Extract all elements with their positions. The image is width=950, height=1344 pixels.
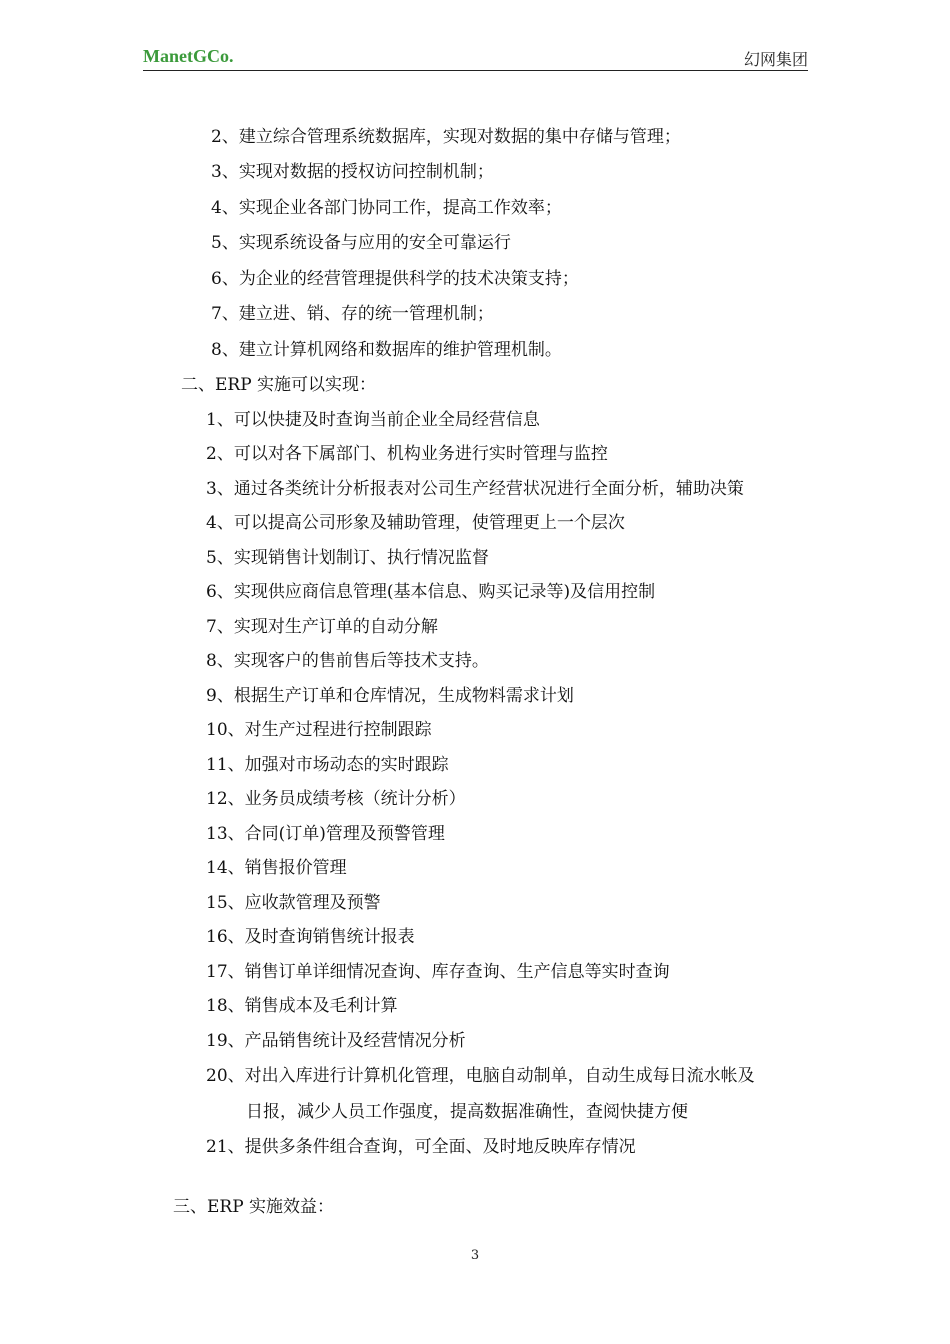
list-item: 8、实现客户的售前售后等技术支持。 [206,651,489,671]
list-item: 13、合同(订单)管理及预警管理 [206,824,445,844]
list-item: 7、实现对生产订单的自动分解 [206,617,438,637]
list-item: 21、提供多条件组合查询，可全面、及时地反映库存情况 [206,1137,636,1157]
list-item: 4、实现企业各部门协同工作，提高工作效率； [211,198,562,218]
list-item: 7、建立进、销、存的统一管理机制； [211,304,494,324]
list-item: 14、销售报价管理 [206,858,347,878]
page-header [143,44,808,71]
list-item: 15、应收款管理及预警 [206,893,381,913]
company-name: 幻网集团 [743,50,808,69]
list-item: 1、可以快捷及时查询当前企业全局经营信息 [206,410,540,430]
list-item: 5、实现销售计划制订、执行情况监督 [206,548,489,568]
section-heading: 二、ERP 实施可以实现： [181,375,377,395]
list-item-continuation: 日报，减少人员工作强度，提高数据准确性，查阅快捷方便 [246,1102,688,1122]
list-item: 2、建立综合管理系统数据库，实现对数据的集中存储与管理； [211,127,681,147]
list-item: 12、业务员成绩考核（统计分析） [206,789,466,809]
list-item: 11、加强对市场动态的实时跟踪 [206,755,449,775]
list-item: 9、根据生产订单和仓库情况，生成物料需求计划 [206,686,574,706]
list-item: 17、销售订单详细情况查询、库存查询、生产信息等实时查询 [206,962,670,982]
list-item: 2、可以对各下属部门、机构业务进行实时管理与监控 [206,444,608,464]
section-heading: 三、ERP 实施效益： [173,1197,335,1217]
list-item: 16、及时查询销售统计报表 [206,927,415,947]
list-item: 18、销售成本及毛利计算 [206,996,398,1016]
list-item: 19、产品销售统计及经营情况分析 [206,1031,466,1051]
list-item: 3、通过各类统计分析报表对公司生产经营状况进行全面分析，辅助决策 [206,479,744,499]
brand-logo-text: ManetGCo. [143,46,234,66]
list-item: 3、实现对数据的授权访问控制机制； [211,162,494,182]
page-number: 3 [470,1248,480,1263]
list-item: 5、实现系统设备与应用的安全可靠运行 [211,233,511,253]
list-item: 6、为企业的经营管理提供科学的技术决策支持； [211,269,579,289]
list-item: 8、建立计算机网络和数据库的维护管理机制。 [211,340,562,360]
list-item: 20、对出入库进行计算机化管理，电脑自动制单，自动生成每日流水帐及 [206,1066,755,1086]
list-item: 10、对生产过程进行控制跟踪 [206,720,432,740]
list-item: 6、实现供应商信息管理(基本信息、购买记录等)及信用控制 [206,582,656,602]
list-item: 4、可以提高公司形象及辅助管理，使管理更上一个层次 [206,513,625,533]
